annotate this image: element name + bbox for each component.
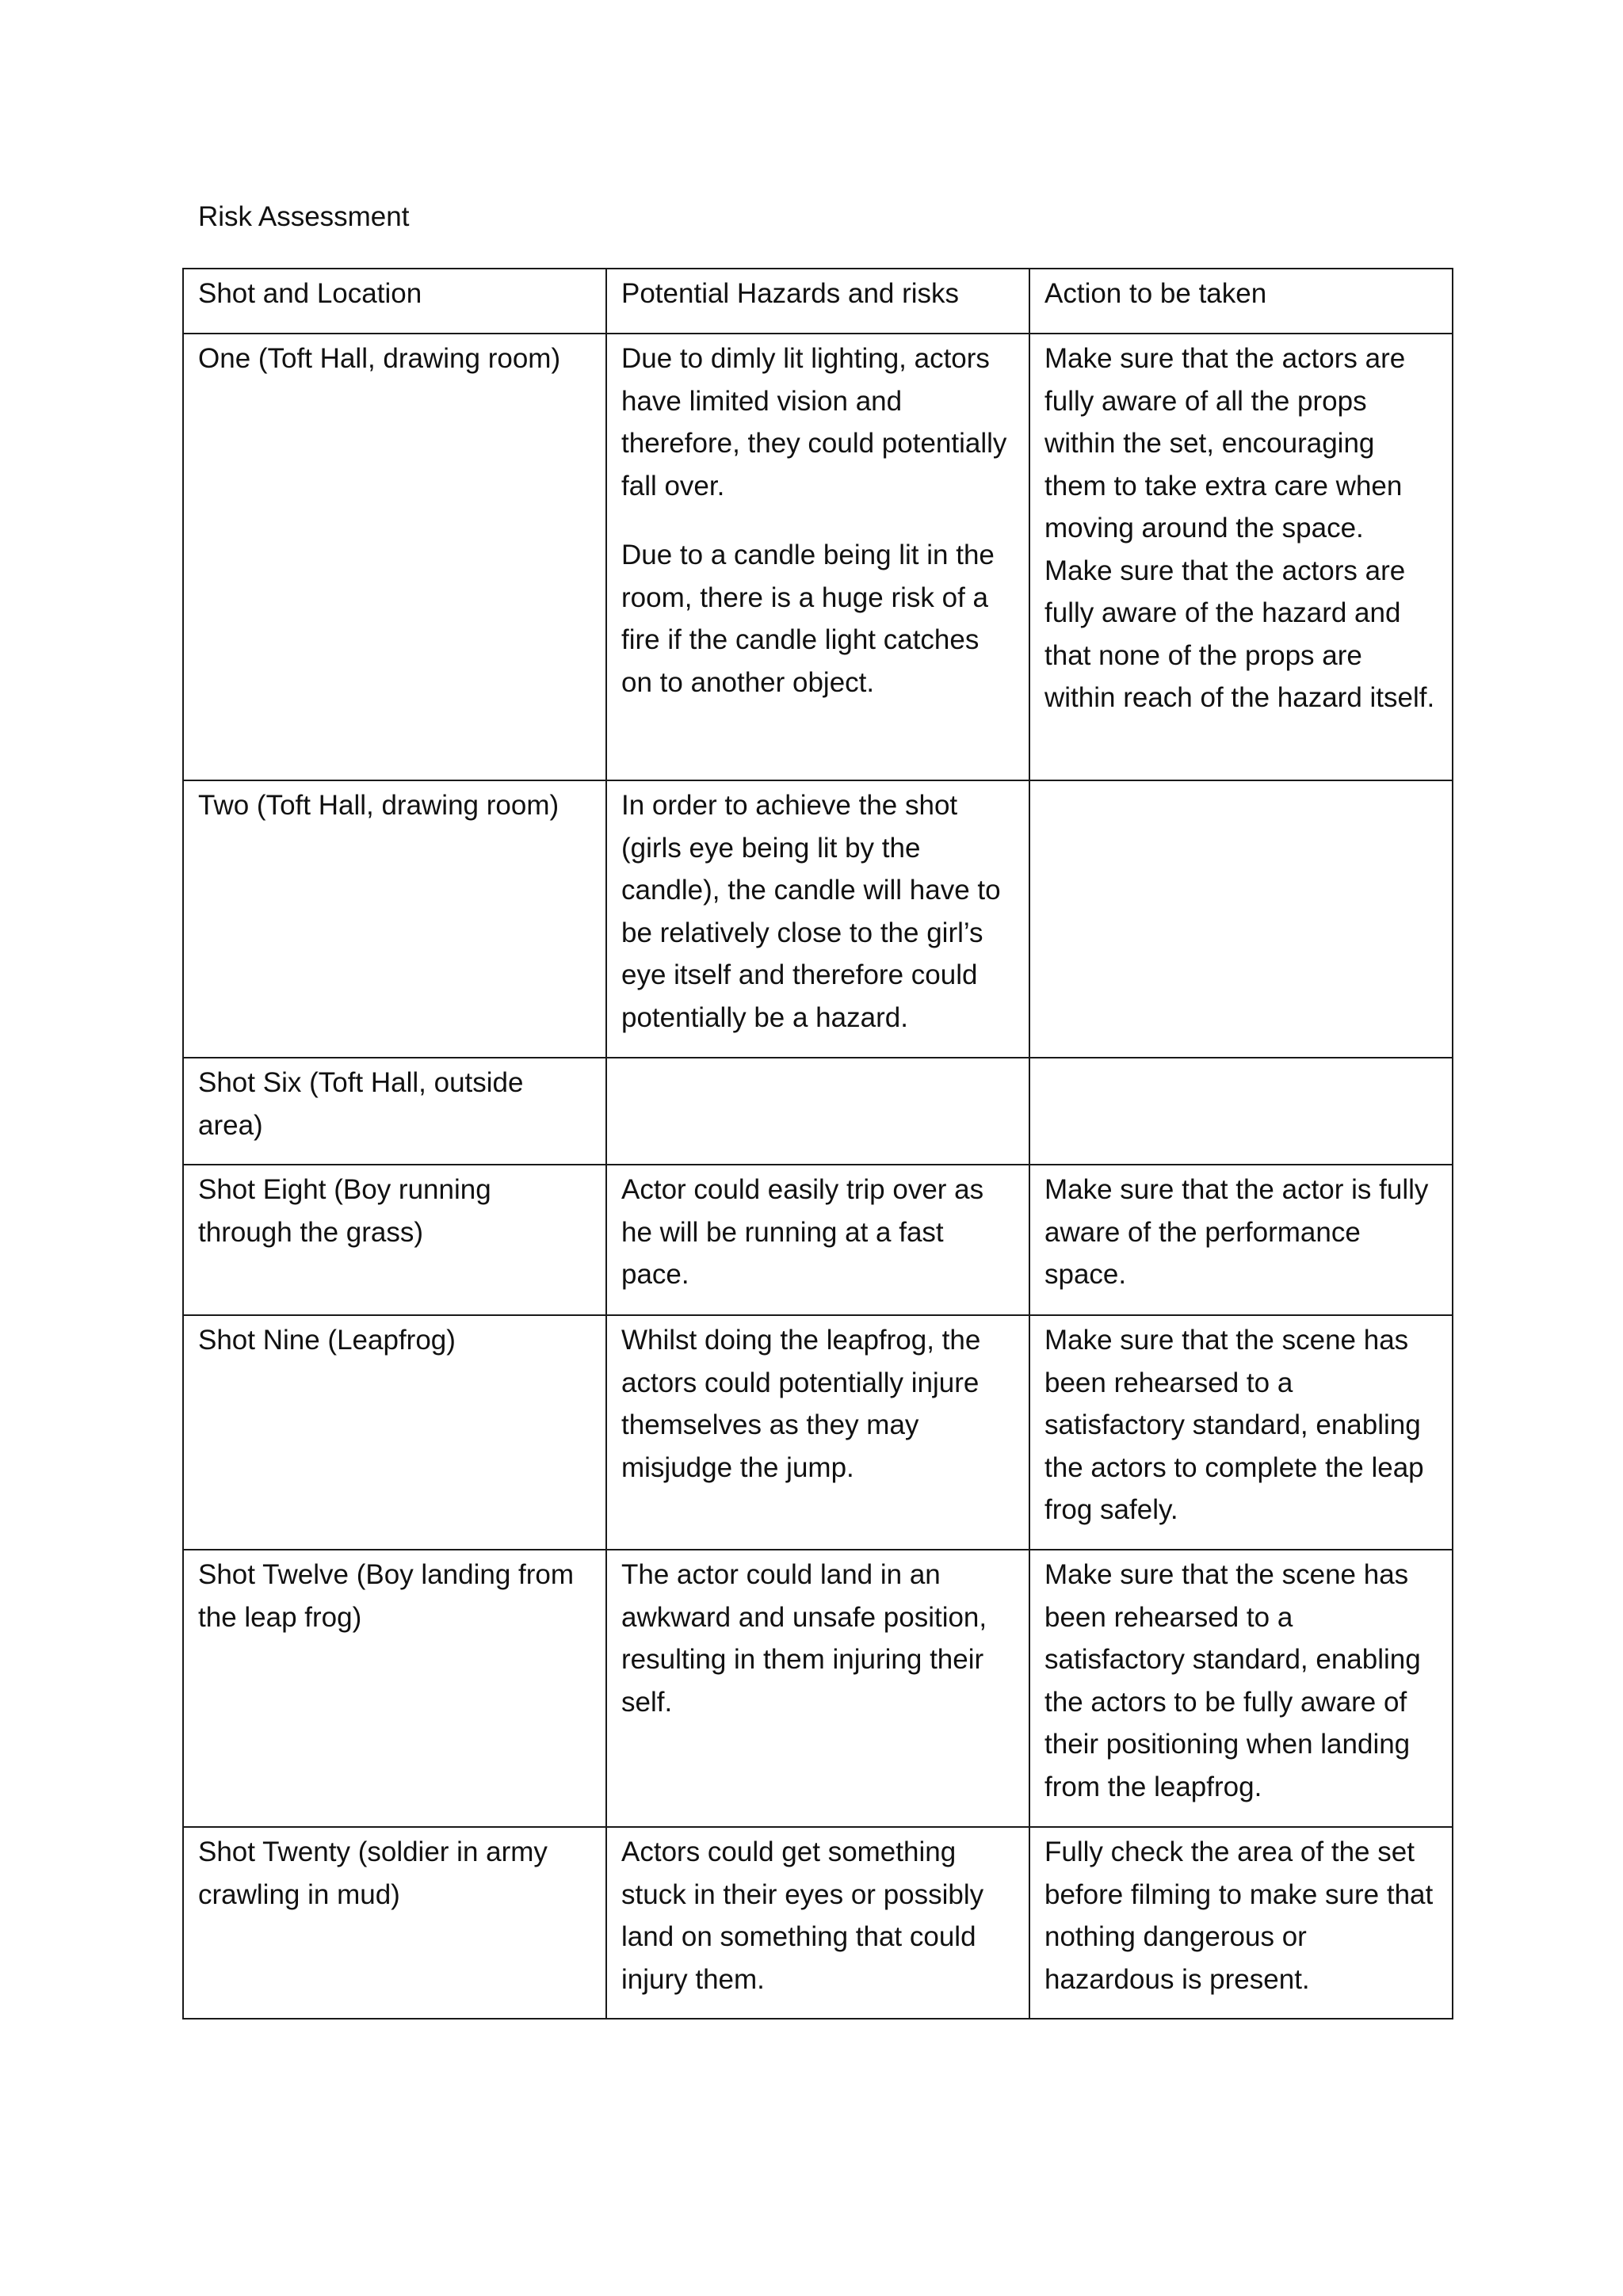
hazards-cell: [606, 1827, 1029, 2019]
action-cell: [1029, 780, 1453, 1058]
shot-cell: Shot Twenty (soldier in army crawling in mud): [183, 1827, 606, 2019]
action-cell: [1029, 1165, 1453, 1315]
action-text: Make sure that the actor is fully aware of the performance space.: [1044, 1174, 1429, 1290]
header-shot-location: Shot and Location: [183, 269, 606, 334]
hazard-text: In order to achieve the shot (girls eye being lit by the candle), the candle will have to be relatively close to the girl’s eye itself and therefore could potentially be a hazard.: [621, 790, 1001, 1033]
hazards-cell: [606, 334, 1029, 780]
action-text: Fully check the area of the set before filming to make sure that nothing dangerous or hazardous is present.: [1044, 1836, 1434, 1995]
hazard-text: Whilst doing the leapfrog, the actors could potentially injure themselves as they may misjudge the jump.: [621, 1325, 981, 1483]
table-row: [183, 334, 1453, 780]
risk-assessment-table: [182, 268, 1453, 2019]
action-cell: [1029, 334, 1453, 780]
shot-cell: Shot Nine (Leapfrog): [183, 1315, 606, 1550]
hazards-cell: [606, 1315, 1029, 1550]
header-hazards: Potential Hazards and risks: [606, 269, 1029, 334]
table-row: [183, 1058, 1453, 1165]
table-header-row: [183, 269, 1453, 334]
header-action: Action to be taken: [1029, 269, 1453, 334]
action-text: Make sure that the actors are fully aware of the hazard and that none of the props are within reach of the hazard itself.: [1044, 555, 1435, 713]
action-cell: [1029, 1315, 1453, 1550]
action-text: Make sure that the actors are fully aware of all the props within the set, encouraging them to take extra care when moving around the space.: [1044, 343, 1406, 543]
hazards-cell: [606, 1058, 1029, 1165]
hazard-text: Due to dimly lit lighting, actors have limited vision and therefore, they could potentially fall over.: [621, 343, 1007, 502]
hazard-text: Due to a candle being lit in the room, there is a huge risk of a fire if the candle light catches on to another object.: [621, 540, 995, 698]
action-cell: [1029, 1058, 1453, 1165]
table-row: [183, 1165, 1453, 1315]
shot-cell: Shot Eight (Boy running through the grass): [183, 1165, 606, 1315]
action-cell: [1029, 1827, 1453, 2019]
shot-cell: Two (Toft Hall, drawing room): [183, 780, 606, 1058]
shot-cell: One (Toft Hall, drawing room): [183, 334, 606, 780]
action-cell: [1029, 1550, 1453, 1827]
hazards-cell: [606, 780, 1029, 1058]
table-row: [183, 1315, 1453, 1550]
shot-cell: Shot Six (Toft Hall, outside area): [183, 1058, 606, 1165]
action-text: Make sure that the scene has been rehearsed to a satisfactory standard, enabling the actors to complete the leap frog safely.: [1044, 1325, 1424, 1525]
document-title: Risk Assessment: [198, 201, 410, 232]
hazards-cell: [606, 1550, 1029, 1827]
hazard-text: Actors could get something stuck in their eyes or possibly land on something that could injury them.: [621, 1836, 984, 1995]
table-row: [183, 780, 1453, 1058]
table-row: [183, 1827, 1453, 2019]
hazard-text: The actor could land in an awkward and unsafe position, resulting in them injuring their self.: [621, 1559, 987, 1718]
action-text: Make sure that the scene has been rehearsed to a satisfactory standard, enabling the actors to be fully aware of their positioning when landing from the leapfrog.: [1044, 1559, 1421, 1802]
hazards-cell: [606, 1165, 1029, 1315]
shot-cell: Shot Twelve (Boy landing from the leap frog): [183, 1550, 606, 1827]
hazard-text: Actor could easily trip over as he will be running at a fast pace.: [621, 1174, 984, 1290]
table-row: [183, 1550, 1453, 1827]
